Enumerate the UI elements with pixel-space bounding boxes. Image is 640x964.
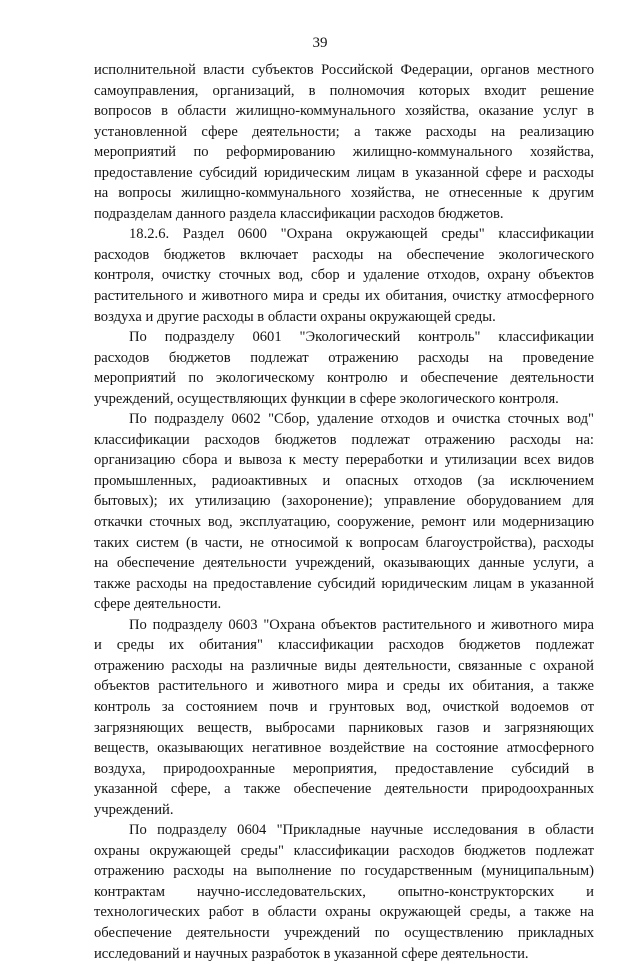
text-line: расходов бюджетов включает расходы на обеспечение экологического [94,246,594,263]
text-line: на обеспечение деятельности учреждений, оказывающих данные услуги, а [94,555,594,572]
text-line: загрязняющих веществ, выбросами парниковых газов и загрязняющих [94,719,594,736]
text-line: контроля, очистку сточных вод, сбор и удаление отходов, охрану объектов [94,267,594,284]
text-line: бытовых); их утилизацию (захоронение); управление оборудованием для [94,493,594,510]
page-number: 39 [312,35,328,51]
text-line: учреждений. [94,801,174,818]
text-line: и среды их обитания" классификации расходов бюджетов подлежат [94,637,594,654]
text-line: самоуправления, организаций, в полномочия которых входит решение [94,82,594,99]
text-line: объектов растительного и животного мира и среды их обитания, а также [94,678,594,695]
text-line: веществ, оказывающих негативное воздействие на состояние атмосферного [94,740,594,757]
text-line: воздуха, природоохранные мероприятия, предоставление субсидий в [94,760,594,777]
document-body [94,60,594,964]
text-line: на вопросы жилищно-коммунального хозяйства, не отнесенные к другим [94,185,594,202]
text-line: воздуха и другие расходы в области охраны окружающей среды. [94,308,496,325]
paragraph-continuation [94,60,594,224]
text-line: указанной сфере, а также обеспечение деятельности природоохранных [94,781,594,798]
text-line: предоставление субсидий юридическим лицам в указанной сфере и расходы [94,164,594,181]
text-line: мероприятий по экологическому контролю и обеспечение деятельности [94,370,594,387]
text-line: откачки сточных вод, эксплуатацию, сооружение, ремонт или модернизацию [94,514,594,531]
text-line: охраны окружающей среды" классификации расходов бюджетов подлежат [94,842,594,859]
text-line: сфере деятельности. [94,596,222,613]
text-line: контрактам научно-исследовательских, опытно-конструкторских и [94,883,594,900]
text-line: классификации расходов бюджетов подлежат отражению расходы на: [94,431,594,448]
text-line: контроль за состоянием почв и грунтовых вод, очисткой водоемов от [94,698,594,715]
paragraph-subsection-0602 [94,409,594,614]
text-line: подразделам данного раздела классификации расходов бюджетов. [94,205,504,222]
paragraph-subsection-0603 [94,615,594,820]
text-line: По подразделу 0604 "Прикладные научные исследования в области [129,822,594,839]
text-line: технологических работ в области охраны окружающей среды, а также на [94,904,594,921]
text-line: По подразделу 0602 "Сбор, удаление отходов и очистка сточных вод" [129,411,594,428]
text-line: также расходы на предоставление субсидий юридическим лицам в указанной [94,575,594,592]
text-line: отражению расходы на выполнение по государственным (муниципальным) [94,863,594,880]
text-line: промышленных, радиоактивных и опасных отходов (за исключением [94,472,594,489]
text-line: отражению расходы на различные виды деятельности, связанные с охраной [94,657,594,674]
text-line: вопросов в области жилищно-коммунального хозяйства, оказание услуг в [94,103,594,120]
text-line: исследований и научных разработок в указанной сфере деятельности. [94,945,529,962]
text-line: расходов бюджетов подлежат отражению расходы на проведение [94,349,594,366]
text-line: 18.2.6. Раздел 0600 "Охрана окружающей среды" классификации [129,226,594,243]
text-line: учреждений, осуществляющих функции в сфере экологического контроля. [94,390,559,407]
paragraph-subsection-0604 [94,820,594,964]
text-line: установленной сфере деятельности; а также расходы на реализацию [94,123,594,140]
text-line: организацию сбора и вывоза к месту переработки и утилизации всех видов [94,452,594,469]
text-line: мероприятий по реформированию жилищно-коммунального хозяйства, [94,144,594,161]
text-line: По подразделу 0601 "Экологический контроль" классификации [129,329,594,346]
paragraph-section-0600 [94,224,594,327]
text-line: растительного и животного мира и среды их обитания, очистку атмосферного [94,288,594,305]
text-line: исполнительной власти субъектов Российской Федерации, органов местного [94,62,594,78]
paragraph-subsection-0601 [94,327,594,409]
text-line: таких систем (в части, не относимой к вопросам благоустройства), расходы [94,534,594,551]
text-line: обеспечение деятельности учреждений по осуществлению прикладных [94,924,594,941]
text-line: По подразделу 0603 "Охрана объектов растительного и животного мира [129,616,594,633]
